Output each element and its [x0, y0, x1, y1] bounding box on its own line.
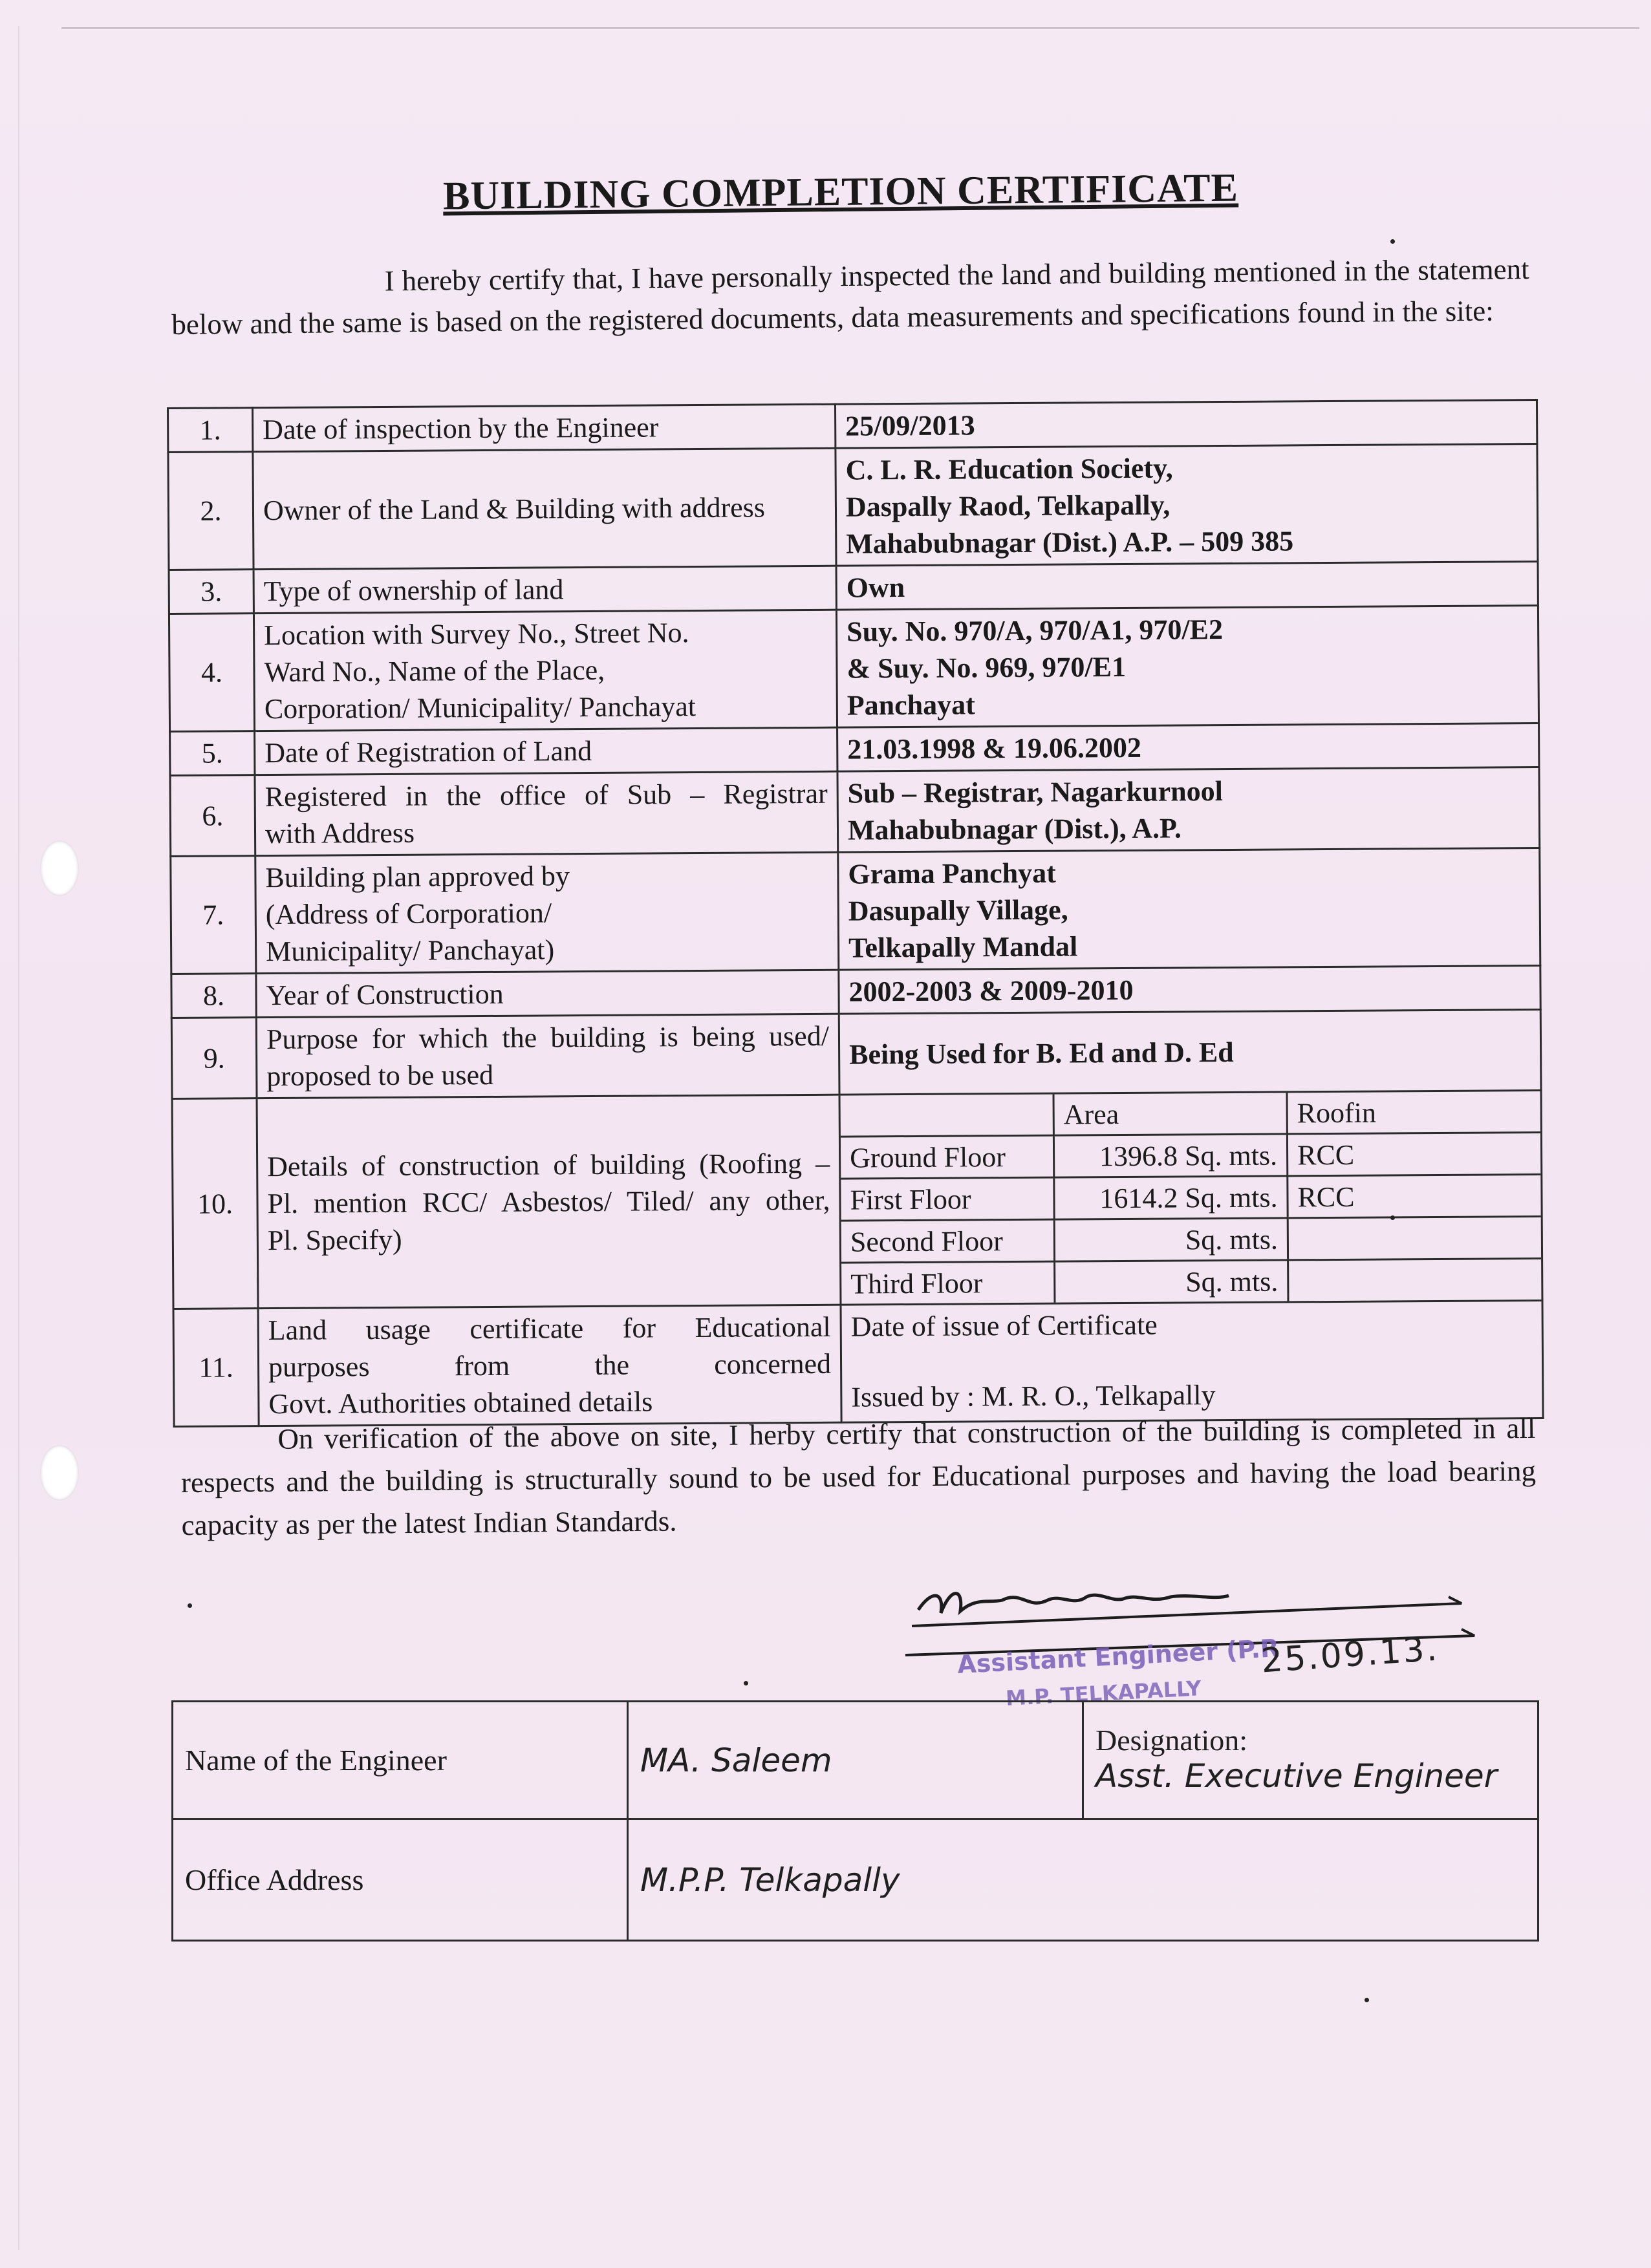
table-row	[168, 400, 1537, 453]
floor-roofing: RCC	[1287, 1133, 1540, 1176]
roofing-header: Roofin	[1287, 1091, 1540, 1134]
row-number: 2.	[168, 452, 254, 570]
table-row	[169, 562, 1538, 614]
row-description: Owner of the Land & Building with address	[253, 448, 836, 570]
row-value: Being Used for B. Ed and D. Ed	[839, 1010, 1541, 1095]
issued-by: Issued by : M. R. O., Telkapally	[851, 1379, 1216, 1413]
floor-area: Sq. mts.	[1055, 1260, 1288, 1303]
row-value: Own	[836, 562, 1538, 610]
table-row	[170, 723, 1539, 776]
row-description: Building plan approved by (Address of Corporation/ Municipality/ Panchayat)	[255, 852, 839, 974]
punch-hole-upper	[40, 840, 79, 896]
speck	[744, 1681, 748, 1685]
speck	[1365, 1998, 1369, 2002]
row-number: 9.	[171, 1018, 257, 1099]
speck	[188, 1603, 192, 1608]
row-11-description: Land usage certificate for Educational purposes from the concerned Govt. Authorities obtained details	[258, 1305, 841, 1426]
designation-label: Designation:	[1095, 1724, 1248, 1757]
row-number: 11.	[173, 1309, 259, 1427]
row-number: 4.	[169, 614, 254, 732]
floor-row	[841, 1259, 1541, 1304]
engineer-table	[171, 1700, 1539, 1942]
row-description: Type of ownership of land	[254, 566, 836, 614]
floor-name: Third Floor	[841, 1261, 1055, 1304]
floor-name: First Floor	[841, 1177, 1054, 1221]
designation-cell	[1083, 1702, 1538, 1819]
official-stamp: Assistant Engineer (P.R	[956, 1633, 1280, 1680]
floor-area: Sq. mts.	[1054, 1218, 1288, 1261]
issue-date-label: Date of issue of Certificate	[850, 1309, 1158, 1343]
floor-name: Second Floor	[841, 1219, 1055, 1263]
certificate-issue-cell	[841, 1301, 1543, 1423]
row-number: 8.	[171, 974, 256, 1018]
punch-hole-lower	[40, 1445, 79, 1501]
row-value: Grama Panchyat Dasupally Village, Telkapally Mandal	[838, 848, 1540, 970]
table-row	[170, 767, 1540, 857]
row-description: Location with Survey No., Street No. Ward No., Name of the Place, Corporation/ Municipality/ Panchayat	[254, 610, 837, 731]
table-row	[169, 606, 1538, 732]
row-value: Sub – Registrar, Nagarkurnool Mahabubnagar (Dist.), A.P.	[837, 767, 1540, 853]
table-row-10	[172, 1091, 1542, 1309]
row-number: 7.	[171, 856, 256, 974]
row-10-description: Details of construction of building (Roofing – Pl. mention RCC/ Asbestos/ Tiled/ any other, Pl. Specify)	[257, 1095, 841, 1308]
floor-area: 1396.8 Sq. mts.	[1053, 1134, 1287, 1177]
speck	[1390, 1215, 1395, 1220]
table-row	[171, 848, 1540, 974]
floor-name: Ground Floor	[841, 1135, 1054, 1179]
floor-area: 1614.2 Sq. mts.	[1054, 1176, 1288, 1219]
floor-header-row	[841, 1091, 1540, 1137]
inspection-table	[167, 399, 1544, 1428]
floor-details-cell	[839, 1091, 1542, 1305]
office-value: M.P.P. Telkapally	[628, 1819, 1538, 1941]
row-description: Date of Registration of Land	[255, 727, 837, 775]
row-description: Registered in the office of Sub – Registrar with Address	[255, 771, 838, 856]
row-value: 21.03.1998 & 19.06.2002	[837, 723, 1539, 772]
table-row	[171, 966, 1540, 1018]
official-stamp-office: M.P. TELKAPALLY	[1005, 1676, 1202, 1711]
floor-roofing	[1288, 1217, 1541, 1260]
floor-roofing: RCC	[1288, 1175, 1541, 1218]
name-value: MA. Saleem	[628, 1702, 1083, 1819]
row-number: 3.	[169, 570, 254, 614]
intro-paragraph: I hereby certify that, I have personally inspected the land and building mentioned in the statement below and the same is based on the registered documents, data measurements and specifications found in the site:	[171, 253, 1529, 341]
name-label: Name of the Engineer	[173, 1702, 628, 1819]
row-value: C. L. R. Education Society, Daspally Raod, Telkapally, Mahabubnagar (Dist.) A.P. – 509 385	[836, 444, 1538, 566]
closing-paragraph: On verification of the above on site, I herby certify that construction of the building is completed in all respects and the building is structurally sound to be used for Educational purposes and having the load bearing capacity as per the latest Indian Standards.	[180, 1411, 1537, 1542]
engineer-name-row	[173, 1702, 1538, 1819]
table-row	[168, 444, 1538, 570]
office-label: Office Address	[173, 1819, 628, 1941]
row-number: 10.	[172, 1098, 258, 1309]
office-address-row	[173, 1819, 1538, 1941]
row-description: Year of Construction	[256, 970, 839, 1018]
speck	[1390, 239, 1395, 244]
floor-roofing	[1288, 1259, 1542, 1301]
floor-table	[841, 1091, 1542, 1304]
row-value: Suy. No. 970/A, 970/A1, 970/E2 & Suy. No. 969, 970/E1 Panchayat	[836, 606, 1538, 728]
page-title: BUILDING COMPLETION CERTIFICATE	[442, 166, 1239, 219]
table-row	[171, 1010, 1541, 1099]
designation-value: Asst. Executive Engineer	[1095, 1757, 1498, 1795]
paper-top-edge	[61, 27, 1639, 29]
row-value: 25/09/2013	[835, 400, 1537, 449]
row-description: Date of inspection by the Engineer	[253, 404, 836, 452]
row-value: 2002-2003 & 2009-2010	[839, 966, 1540, 1014]
floor-row	[841, 1133, 1540, 1179]
table-row-11	[173, 1301, 1543, 1427]
signature-date: 25.09.13.	[1260, 1629, 1440, 1681]
row-number: 5.	[170, 731, 255, 776]
row-description: Purpose for which the building is being used/ proposed to be used	[256, 1014, 839, 1098]
row-number: 1.	[168, 408, 253, 453]
row-number: 6.	[170, 775, 255, 857]
floor-row	[841, 1217, 1541, 1263]
area-header: Area	[1053, 1093, 1287, 1135]
floor-row	[841, 1175, 1540, 1221]
paper-left-edge	[18, 26, 19, 2250]
